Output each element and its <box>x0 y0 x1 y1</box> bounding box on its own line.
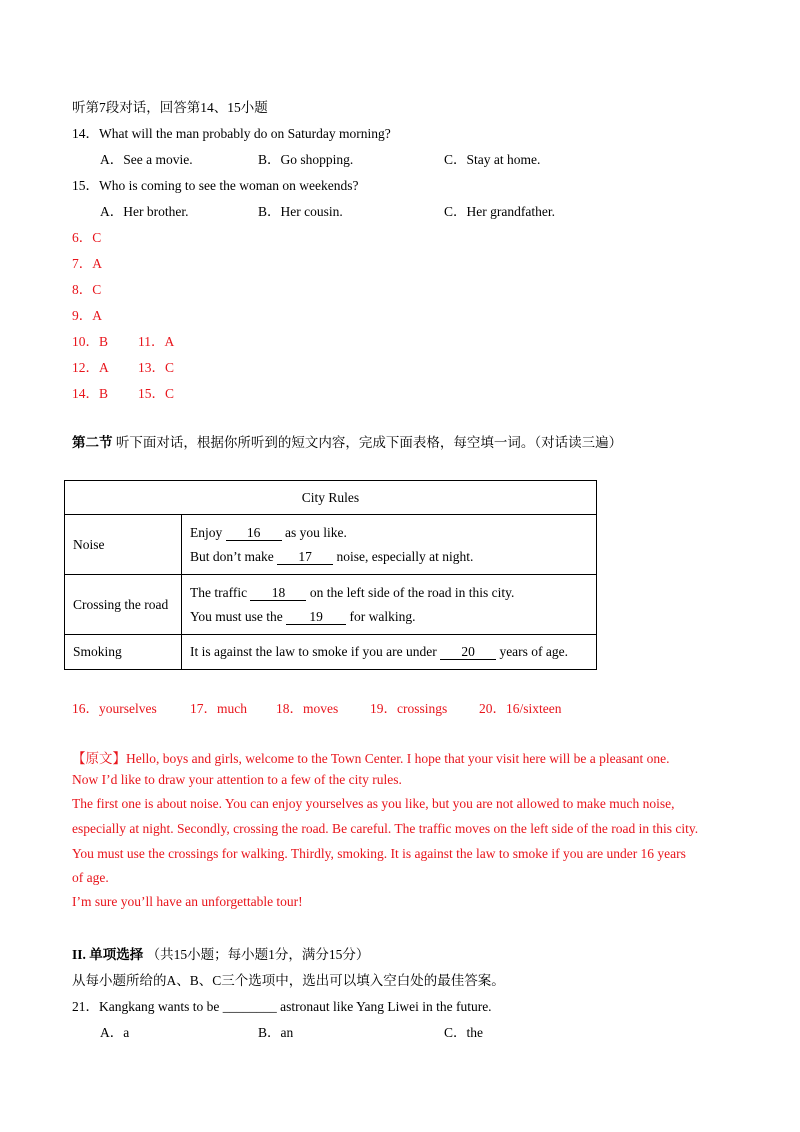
transcript-line-7: I’m sure you’ll have an unforgettable tour! <box>72 894 303 909</box>
table-row-crossing <box>65 575 597 635</box>
section7-header: 听第7段对话，回答第14、15小题 <box>72 100 268 115</box>
answer-7: 7．A <box>72 256 102 271</box>
table-row-smoking <box>65 635 597 670</box>
part2-instructions: 听下面对话，根据你所听到的短文内容，完成下面表格，每空填一词。（对话读三遍） <box>115 435 623 450</box>
q14-option-c: C．Stay at home. <box>444 152 541 167</box>
row-label-noise: Noise <box>65 515 182 575</box>
answer-6: 6．C <box>72 230 102 245</box>
q15-stem: 15．Who is coming to see the woman on weekends? <box>72 178 359 193</box>
q14-option-a: A．See a movie. <box>100 152 193 167</box>
q15-option-b: B．Her cousin. <box>258 204 343 219</box>
answer-20: 20．16/sixteen <box>479 701 562 716</box>
transcript-line-5: You must use the crossings for walking. Thirdly, smoking. It is against the law to smoke if you are under 16 years <box>72 846 686 861</box>
row-label-smoking: Smoking <box>65 635 182 670</box>
answer-9: 9．A <box>72 308 102 323</box>
transcript-line-2: Now I’d like to draw your attention to a few of the city rules. <box>72 772 402 787</box>
q21-option-a: A．a <box>100 1025 130 1040</box>
transcript-line-3: The first one is about noise. You can enjoy yourselves as you like, but you are not allowed to make much noise, <box>72 796 675 811</box>
blank-19: 19 <box>286 610 346 625</box>
row-content-noise: Enjoy 16 as you like. But don’t make 17 noise, especially at night. <box>182 515 597 575</box>
part-ii-scoring: （共15小题；每小题1分，满分15分） <box>146 947 370 962</box>
answer-17: 17．much <box>190 701 247 716</box>
q15-option-a: A．Her brother. <box>100 204 189 219</box>
answer-8: 8．C <box>72 282 102 297</box>
part-ii-label: II. 单项选择 <box>72 947 144 962</box>
transcript-line-6: of age. <box>72 870 109 885</box>
answer-18: 18．moves <box>276 701 339 716</box>
blank-16: 16 <box>226 526 282 541</box>
part-ii-instructions: 从每小题所给的A、B、C三个选项中，选出可以填入空白处的最佳答案。 <box>72 973 505 988</box>
q21-option-c: C．the <box>444 1025 483 1040</box>
q14-stem: 14．What will the man probably do on Saturday morning? <box>72 126 391 141</box>
answer-11: 11．A <box>138 334 175 349</box>
transcript-tag: 【原文】 <box>72 751 126 766</box>
answer-14: 14．B <box>72 386 109 401</box>
transcript-line-1: 【原文】Hello, boys and girls, welcome to the Town Center. I hope that your visit here will be a pleasant one. <box>72 751 670 766</box>
part-ii-header <box>72 943 369 963</box>
table-title: City Rules <box>65 481 597 515</box>
row-content-smoking: It is against the law to smoke if you are under 20 years of age. <box>182 635 597 670</box>
part2-label: 第二节 <box>72 435 113 450</box>
answer-15: 15．C <box>138 386 175 401</box>
q21-option-b: B．an <box>258 1025 294 1040</box>
blank-18: 18 <box>250 586 306 601</box>
q15-option-c: C．Her grandfather. <box>444 204 555 219</box>
answer-16: 16．yourselves <box>72 701 157 716</box>
table-row-noise <box>65 515 597 575</box>
answer-12: 12．A <box>72 360 109 375</box>
row-content-crossing: The traffic 18 on the left side of the road in this city. You must use the 19 for walking. <box>182 575 597 635</box>
q21-stem: 21．Kangkang wants to be ________ astronaut like Yang Liwei in the future. <box>72 999 492 1014</box>
row-label-crossing: Crossing the road <box>65 575 182 635</box>
blank-17: 17 <box>277 550 333 565</box>
part2-header <box>72 431 622 451</box>
answer-19: 19．crossings <box>370 701 448 716</box>
city-rules-table <box>64 480 597 670</box>
blank-20: 20 <box>440 645 496 660</box>
answer-13: 13．C <box>138 360 175 375</box>
transcript-line-4: especially at night. Secondly, crossing the road. Be careful. The traffic moves on the left side of the road in this city. <box>72 821 699 836</box>
answer-10: 10．B <box>72 334 109 349</box>
q14-option-b: B．Go shopping. <box>258 152 354 167</box>
